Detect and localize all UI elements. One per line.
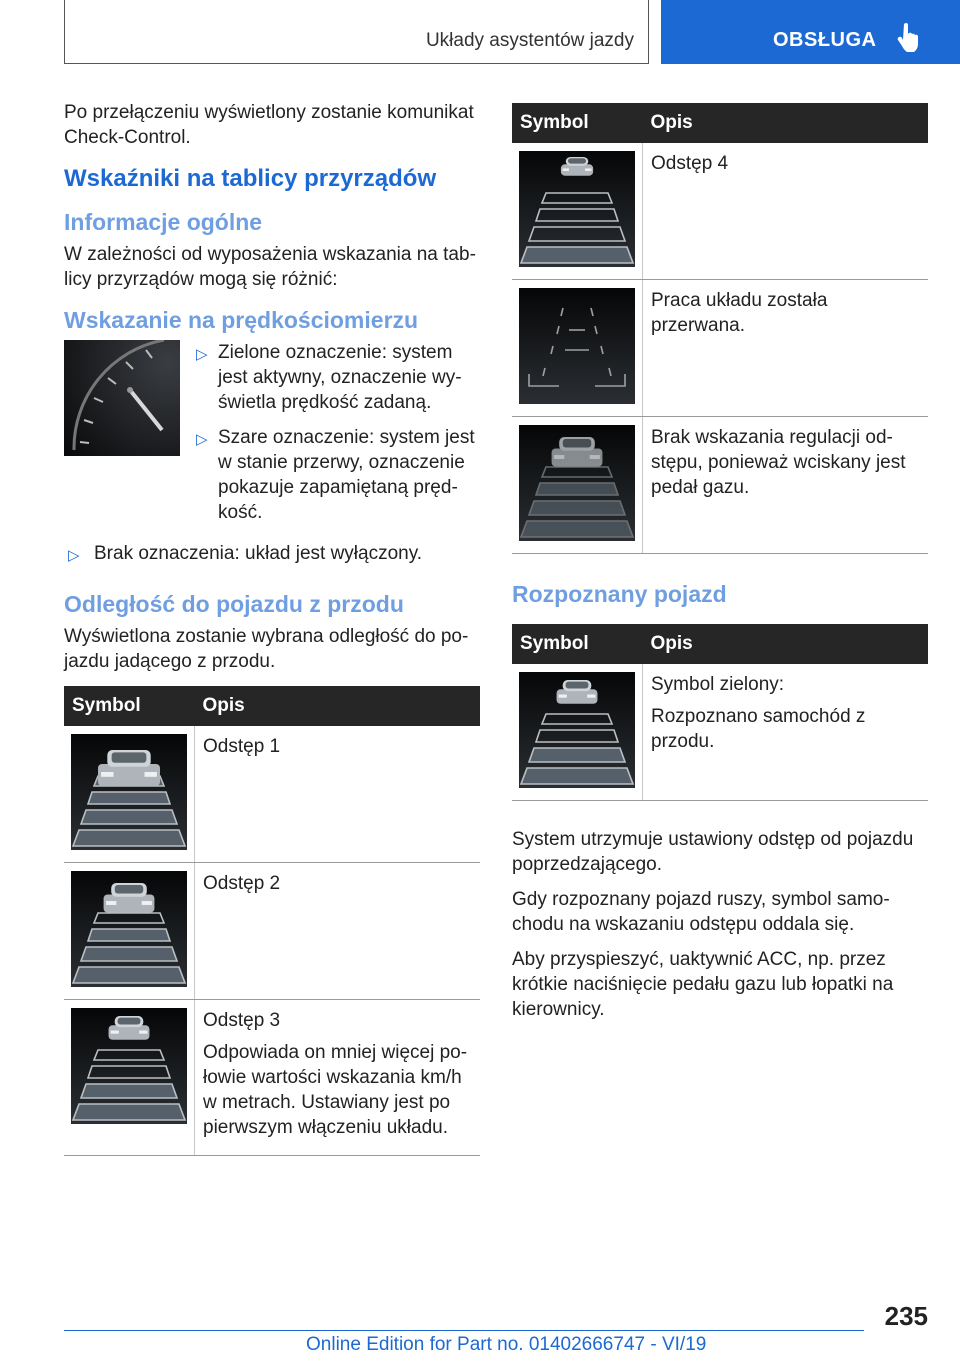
page-number: 235 [884, 1301, 928, 1331]
row-description: Brak wskazania regulacji odstępu, ponieważ wciskany jest pedał gazu. [651, 427, 906, 498]
hand-pointer-icon [897, 22, 919, 52]
header-chapter-tab[interactable] [661, 0, 960, 64]
distance-4-car-icon [519, 151, 635, 267]
no-distance-control-icon [519, 425, 635, 541]
heading-speedometer: Wskazanie na prędkościomierzu [64, 307, 419, 333]
table-row [64, 726, 480, 863]
table-row [64, 863, 480, 1000]
row-description: Odstęp 3 [203, 1010, 281, 1031]
acc-paragraph-3: Aby przyspieszyć, uaktywnić ACC, np. przez krótkie naciśnięcie pedału gazu lub łopatki na kierownicy. [512, 949, 894, 1020]
heading-indicators: Wskaźniki na tablicy przyrządów [64, 165, 437, 192]
interrupted-lanes-icon [519, 288, 635, 404]
table-header-description: Opis [195, 686, 481, 726]
triangle-bullet-icon: ▷ [68, 547, 80, 564]
distance-3-car-icon [71, 1008, 187, 1124]
table-header-symbol: Symbol [512, 624, 643, 664]
distance-symbol-table [64, 686, 480, 1156]
table-header-symbol: Symbol [64, 686, 195, 726]
right-column [512, 103, 928, 1032]
triangle-bullet-icon: ▷ [196, 346, 208, 363]
general-info-paragraph: W zależności od wyposażenia wskazania na tablicy przyrządów mogą się różnić: [64, 244, 476, 290]
list-item: ▷ Szare oznaczenie: system jest w stanie przerwy, oznaczenie pokazuje zapamiętaną prędkość. [196, 427, 475, 523]
header-section-title: Układy asystentów jazdy [425, 30, 634, 51]
footer-edition: Online Edition for Part no. 01402666747 - VI/19 [306, 1334, 707, 1355]
list-item: ▷ Brak oznaczenia: układ jest wyłączony. [64, 541, 480, 566]
detected-vehicle-table [512, 624, 928, 801]
distance-paragraph: Wyświetlona zostanie wybrana odległość do pojazdu jadącego z przodu. [64, 626, 469, 672]
speedometer-extra-list [64, 541, 480, 566]
row-description-detail: Odpowiada on mniej więcej połowie wartości wskazania km/h w metrach. Ustawiany jest po pierwszym włączeniu układu. [203, 1042, 468, 1138]
speedometer-indicator-block [64, 340, 480, 535]
row-description-detail: Rozpoznano samochód z przodu. [651, 706, 866, 752]
heading-distance: Odległość do pojazdu z przodu [64, 591, 404, 617]
distance-symbol-table-continued [512, 103, 928, 554]
distance-2-car-icon [71, 871, 187, 987]
row-description: Symbol zielony: [651, 674, 785, 695]
speedometer-list [192, 340, 480, 535]
speedometer-gauge-image [64, 340, 180, 456]
row-description: Praca układu została przerwana. [651, 290, 828, 336]
row-description: Odstęp 4 [651, 153, 729, 174]
distance-1-car-icon [71, 734, 187, 850]
footer-divider [64, 1330, 864, 1331]
table-header-symbol: Symbol [512, 103, 643, 143]
acc-paragraph-1: System utrzymuje ustawiony odstęp od pojazdu poprzedzającego. [512, 829, 914, 875]
table-row [512, 280, 928, 417]
table-row [512, 664, 928, 801]
row-description: Odstęp 2 [203, 873, 281, 894]
triangle-bullet-icon: ▷ [196, 431, 208, 448]
table-row [512, 417, 928, 554]
table-header-description: Opis [643, 103, 929, 143]
header-section-box [64, 0, 649, 64]
intro-paragraph: Po przełączeniu wyświetlony zostanie komunikat Check-Control. [64, 102, 474, 148]
table-header-description: Opis [643, 624, 929, 664]
detected-car-icon [519, 672, 635, 788]
heading-detected-vehicle: Rozpoznany pojazd [512, 581, 727, 607]
table-row [512, 143, 928, 280]
header-chapter-title: OBSŁUGA [773, 29, 877, 51]
left-column [64, 100, 480, 1156]
acc-paragraph-2: Gdy rozpoznany pojazd ruszy, symbol samochodu na wskazaniu odstępu oddala się. [512, 889, 890, 935]
heading-general-info: Informacje ogólne [64, 209, 263, 235]
list-item: ▷ Zielone oznaczenie: system jest aktywny, oznaczenie wyświetla prędkość zadaną. [196, 342, 462, 413]
table-row [64, 1000, 480, 1156]
row-description: Odstęp 1 [203, 736, 281, 757]
